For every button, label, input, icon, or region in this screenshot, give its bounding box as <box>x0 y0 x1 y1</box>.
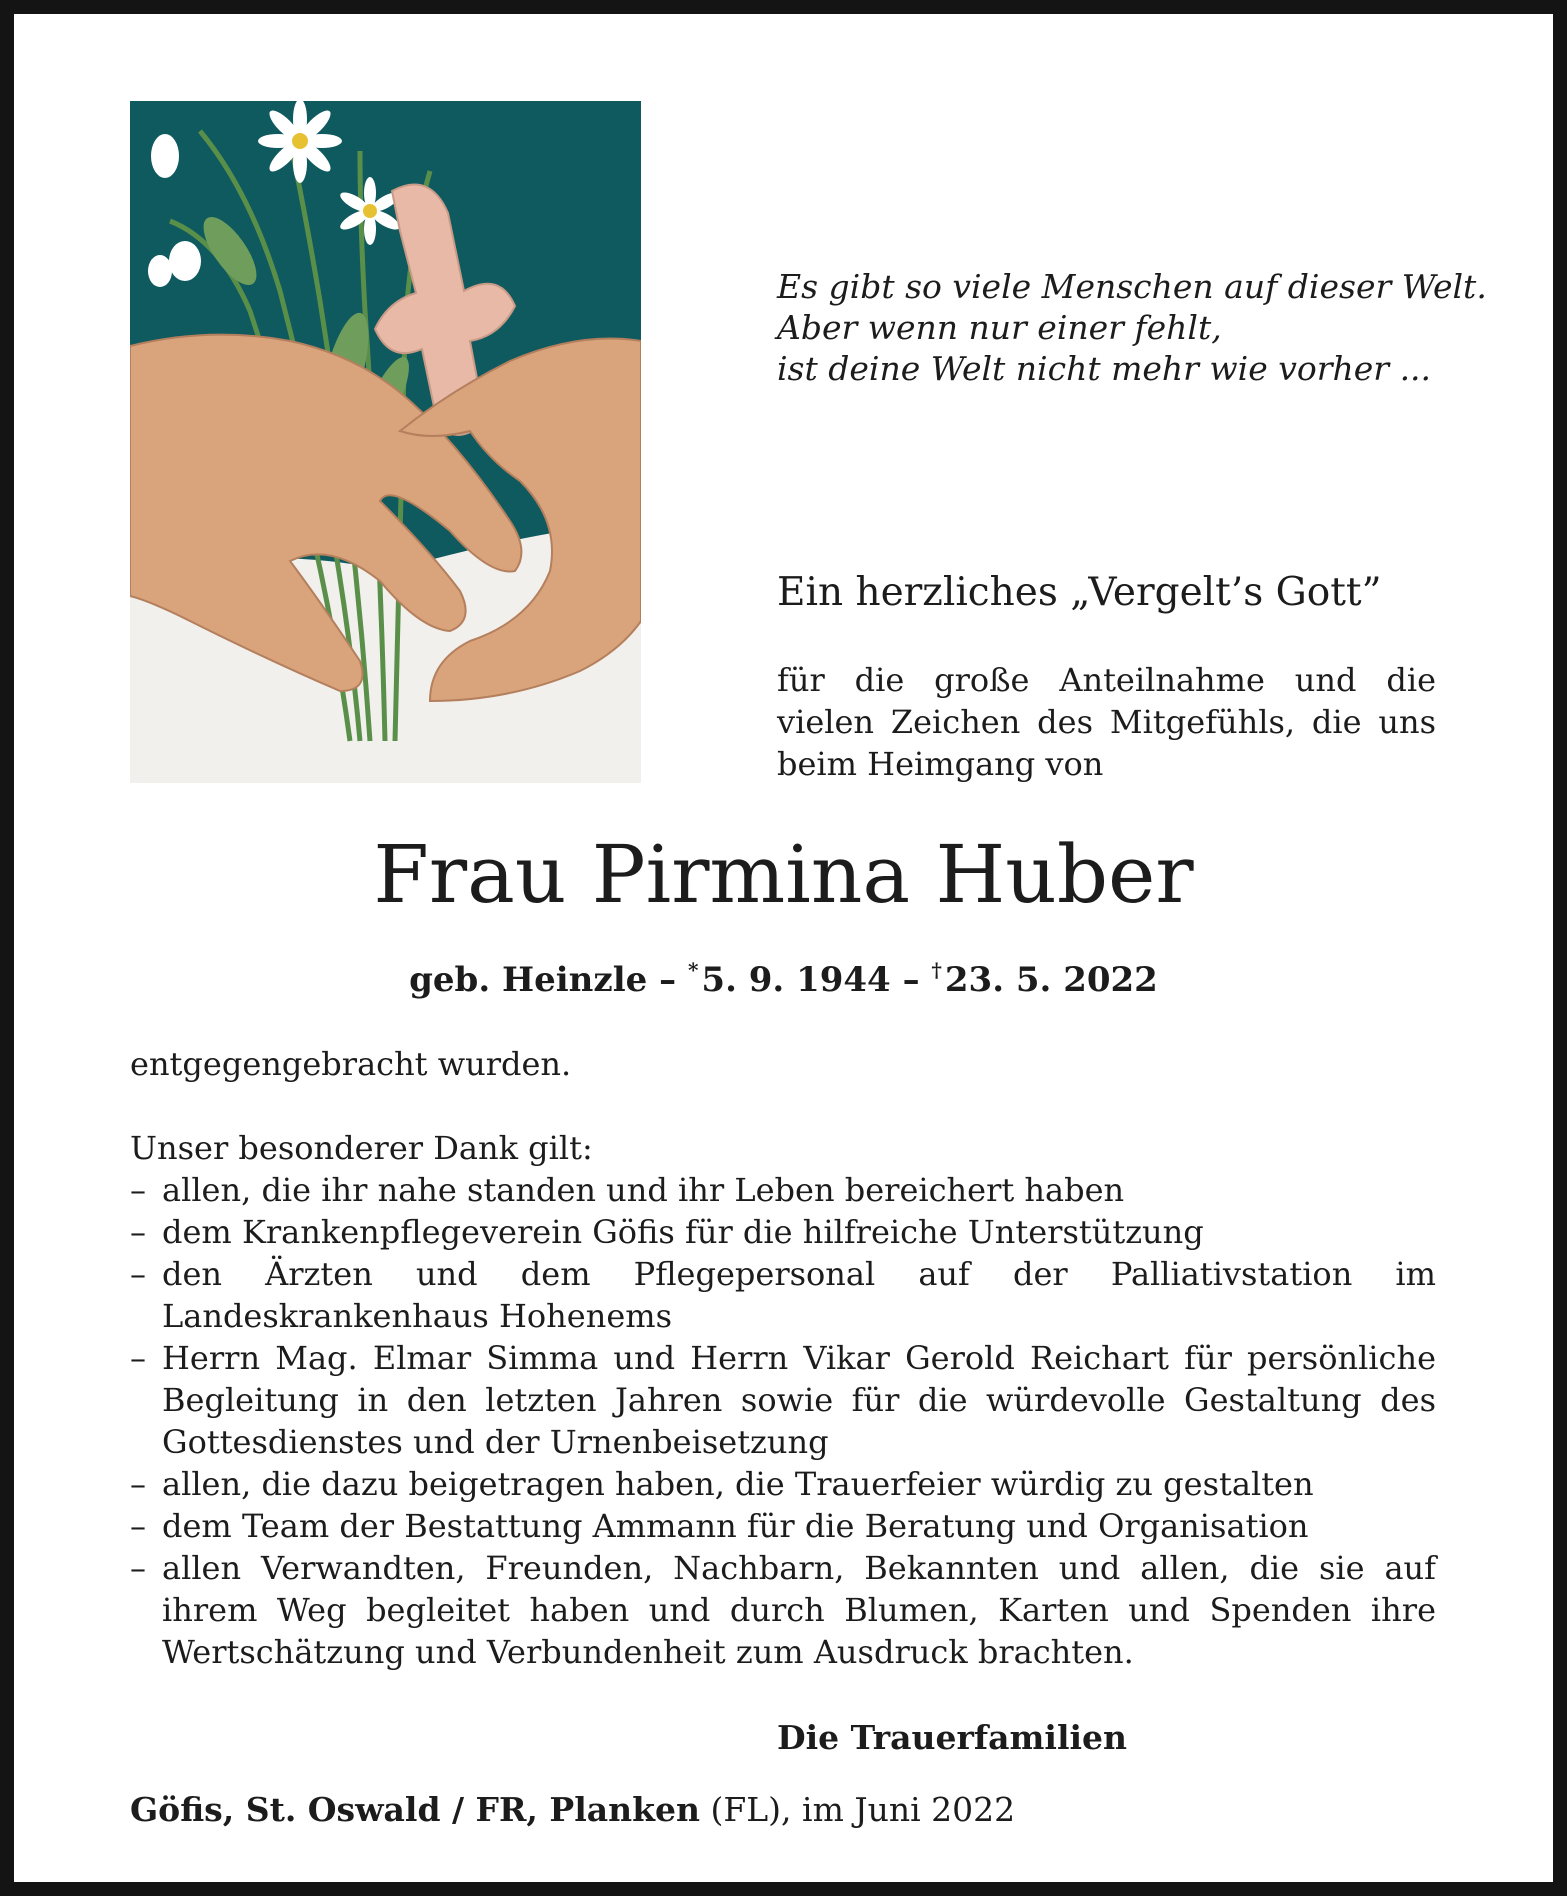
birth-date: 5. 9. 1944 <box>701 960 891 1000</box>
thanks-item: – dem Krankenpflegeverein Göfis für die hilfreiche Unterstützung <box>130 1211 1436 1253</box>
dash-separator: – <box>902 960 920 1000</box>
poem-line: Aber wenn nur einer fehlt, <box>777 308 1222 347</box>
signature: Die Trauerfamilien <box>777 1718 1128 1757</box>
dash-separator: – <box>659 960 677 1000</box>
poem-line: Es gibt so viele Menschen auf dieser Welt. <box>777 267 1487 306</box>
death-symbol: † <box>931 958 942 982</box>
thanks-title: Ein herzliches „Vergelt’s Gott” <box>777 570 1382 615</box>
photo-hands-cross-flowers <box>130 101 641 783</box>
thanks-item: – dem Team der Bestattung Ammann für die Beratung und Organisation <box>130 1505 1436 1547</box>
thanks-item: – allen, die dazu beigetragen haben, die Trauerfeier würdig zu gestalten <box>130 1463 1436 1505</box>
footer-country-date: (FL), im Juni 2022 <box>710 1790 1016 1829</box>
deceased-name: Frau Pirmina Huber <box>373 828 1194 921</box>
thanks-list <box>130 1169 1436 1673</box>
thanks-item: – allen Verwandten, Freunden, Nachbarn, Bekannten und allen, die sie auf ihrem Weg begleitet haben und durch Blumen, Karten und Spenden ihre Wertschätzung und Verbundenheit zum Ausdruck brachten. <box>130 1547 1436 1673</box>
thanks-item: – den Ärzten und dem Pflegepersonal auf der Palliativstation im Landeskrankenhaus Hohenems <box>130 1253 1436 1337</box>
birth-symbol: * <box>687 958 699 982</box>
thanks-body <box>130 1043 1436 1673</box>
poem-line: ist deine Welt nicht mehr wie vorher ... <box>777 349 1432 388</box>
deceased-dates <box>0 958 1567 1000</box>
thanks-intro: für die große Anteilnahme und die vielen Zeichen des Mitgefühls, die uns beim Heimgang von <box>777 661 1436 783</box>
continuation-text: entgegengebracht wurden. <box>130 1045 572 1083</box>
footer-place-date <box>130 1790 1015 1829</box>
special-thanks-heading: Unser besonderer Dank gilt: <box>130 1129 593 1167</box>
thanks-item: – Herrn Mag. Elmar Simma und Herrn Vikar Gerold Reichart für persönliche Begleitung in den letzten Jahren sowie für die würdevolle Gestaltung des Gottesdienstes und der Urnenbeisetzung <box>130 1337 1436 1463</box>
death-date: 23. 5. 2022 <box>944 960 1158 1000</box>
birth-name: geb. Heinzle <box>409 960 648 1000</box>
footer-places: Göfis, St. Oswald / FR, Planken <box>130 1790 700 1829</box>
thanks-item: – allen, die ihr nahe standen und ihr Leben bereichert haben <box>130 1169 1436 1211</box>
poem <box>777 266 1487 389</box>
